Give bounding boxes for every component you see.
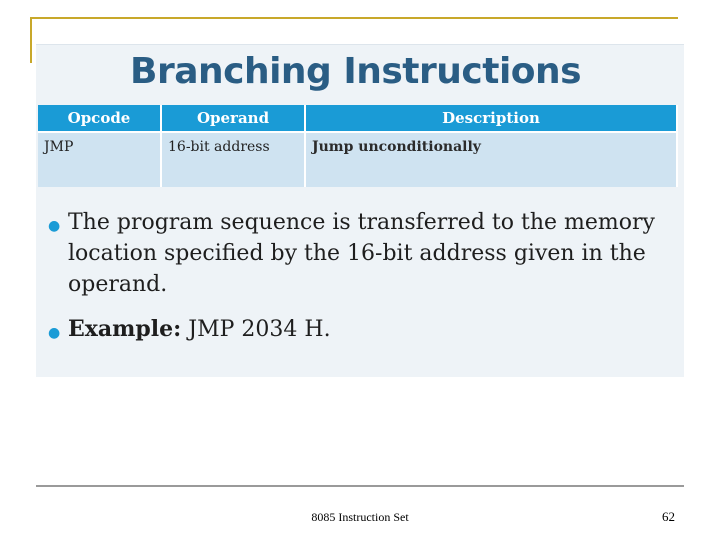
footer-divider <box>36 485 684 487</box>
slide-title: Branching Instructions <box>130 51 582 92</box>
cell-operand: 16-bit address <box>161 132 305 187</box>
cell-description: Jump unconditionally <box>305 132 677 187</box>
header-opcode: Opcode <box>38 105 161 132</box>
table-header-row <box>38 105 677 132</box>
footer-label <box>0 510 720 525</box>
example-text: JMP 2034 H. <box>181 317 331 342</box>
bullet-list <box>46 207 676 345</box>
bullet-dot-icon: ● <box>48 218 61 234</box>
list-item <box>46 207 676 300</box>
frame-top-line <box>30 17 678 19</box>
instruction-table <box>38 105 678 187</box>
bullet-dot-icon: ● <box>48 325 61 341</box>
frame-left-line <box>30 17 32 63</box>
list-item <box>46 314 676 345</box>
footer-text: 8085 Instruction Set <box>311 510 409 524</box>
cell-opcode: JMP <box>38 132 161 187</box>
header-operand: Operand <box>161 105 305 132</box>
slide-content-image <box>36 44 684 377</box>
bullet-text: The program sequence is transferred to the memory location specified by the 16-bit address given in the operand. <box>68 210 655 297</box>
example-label: Example: <box>68 316 182 342</box>
table-row <box>38 132 677 187</box>
header-description: Description <box>305 105 677 132</box>
page-number: 62 <box>662 509 675 524</box>
